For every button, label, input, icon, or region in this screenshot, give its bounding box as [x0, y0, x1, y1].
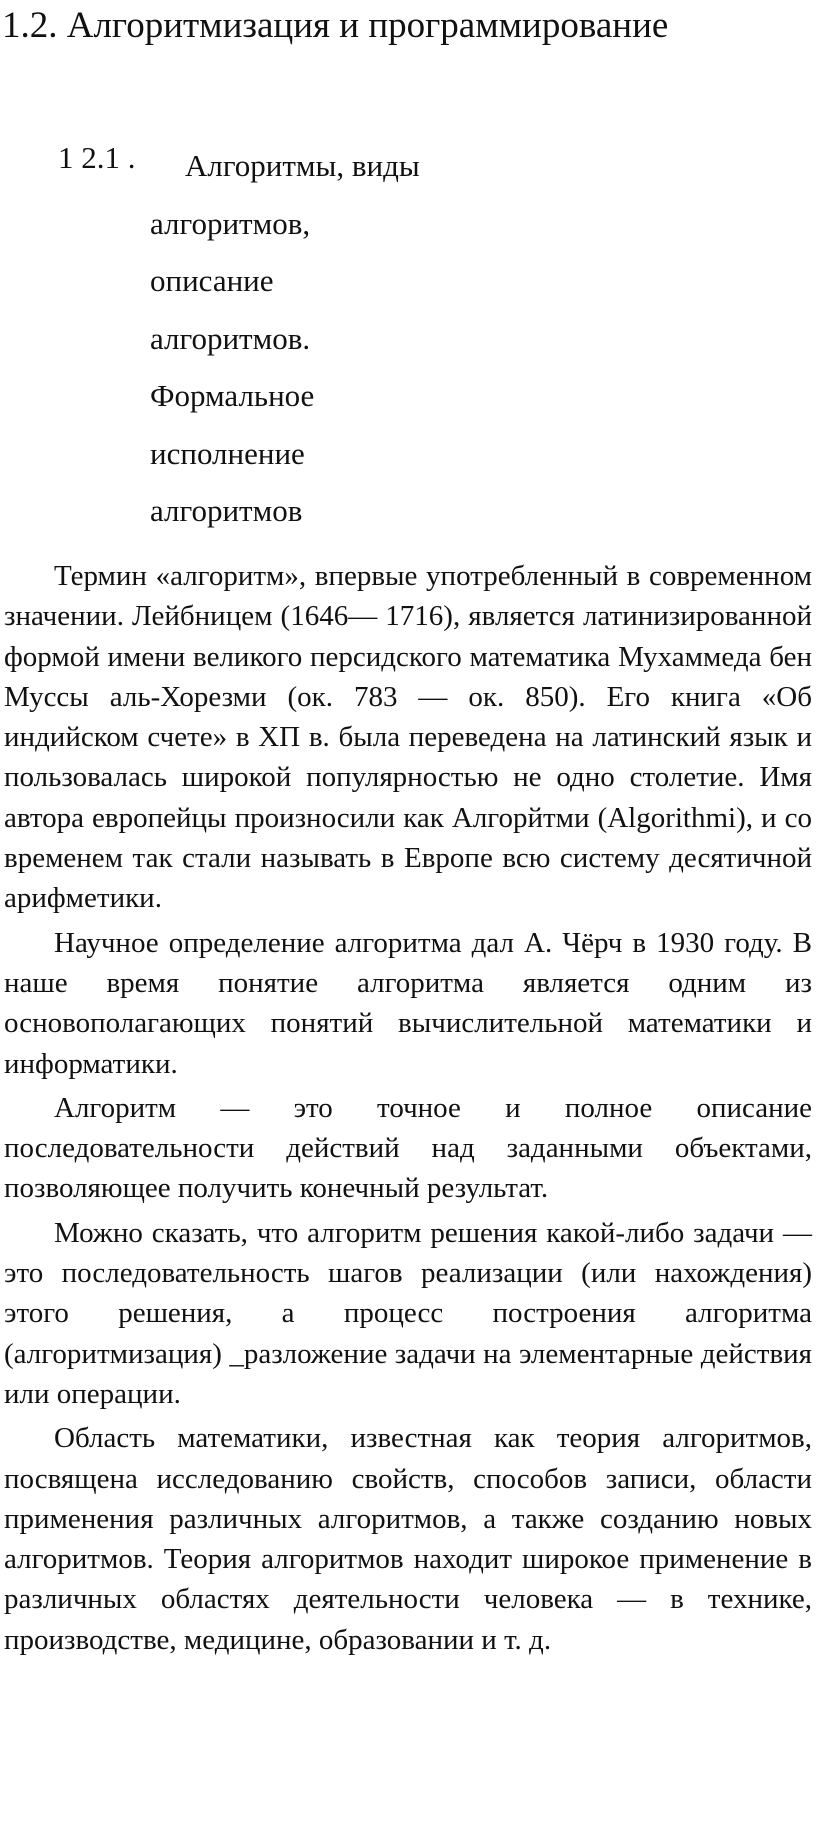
- subsection-title-line: исполнение: [150, 435, 305, 471]
- subsection-title-line: алгоритмов.: [150, 320, 311, 356]
- paragraph-algorithmization: Можно сказать, что алгоритм решения какой-либо задачи — это последовательность шагов реализации (или нахождения) этого решения, а процесс построения алгоритма (алгоритмизация) _разложение задачи на элементарные действия или операции.: [4, 1216, 812, 1410]
- paragraph-algorithm-definition: Алгоритм — это точное и полное описание последовательности действий над заданными объектами, позволяющее получить конечный результат.: [4, 1091, 812, 1205]
- subsection-title-line: алгоритмов,: [150, 205, 311, 241]
- paragraph-algorithm-theory: Область математики, известная как теория алгоритмов, посвящена исследованию свойств, способов записи, области применения различных алгоритмов, а также созданию новых алгоритмов. Теория алгоритмов находит широкое применение в различных областях деятельности человека — в технике, производстве, медицине, образовании и т. д.: [4, 1422, 812, 1656]
- subsection-title: [150, 137, 490, 540]
- subsection-title-line: Формальное: [150, 378, 315, 413]
- section-title: 1.2. Алгоритмизация и программирование: [2, 5, 669, 46]
- paragraph-scientific-definition: Научное определение алгоритма дал А. Чёрч в 1930 году. В наше время понятие алгоритма является одним из основополагающих понятий вычислительной математики и информатики.: [4, 926, 812, 1080]
- subsection-title-line: алгоритмов: [150, 493, 303, 528]
- subsection-title-line: описание: [150, 263, 274, 298]
- subsection-number: 1 2.1 .: [58, 140, 136, 175]
- subsection-title-line: Алгоритмы, виды: [185, 148, 420, 183]
- body-text: [4, 556, 812, 1660]
- paragraph-algorithm-history: Термин «алгоритм», впервые употребленный в современном значении. Лейбницем (1646— 1716), является латинизированной формой имени великого персидского математика Мухаммеда бен Муссы аль-Хорезми (ок. 783 — ок. 850). Его книга «Об индийском счете» в ХП в. была переведена на латинский язык и пользовалась широкой популярностью не одно столетие. Имя автора европейцы произносили как Алгорйтми (Algorithmi), и со временем так стали называть в Европе всю систему десятичной арифметики.: [4, 560, 812, 915]
